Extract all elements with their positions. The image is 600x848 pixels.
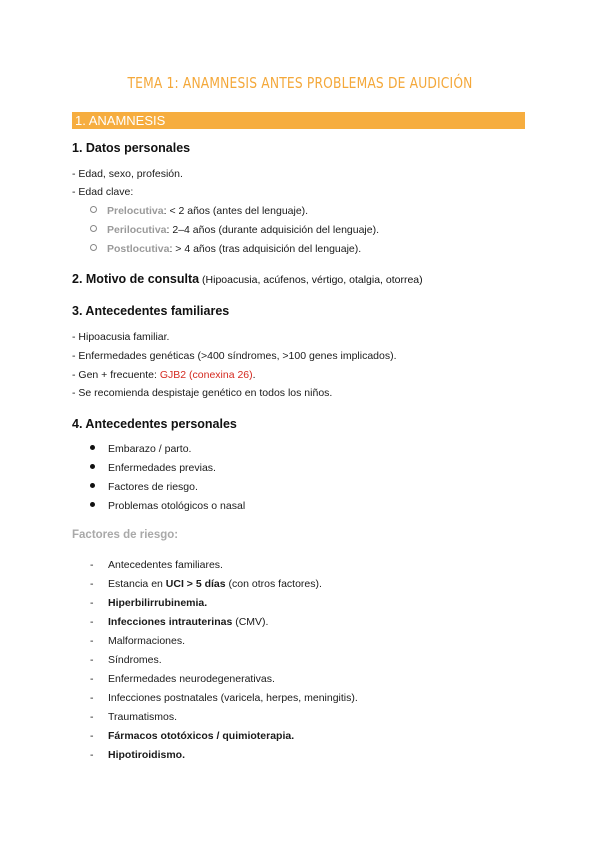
heading-motivo-consulta: 2. Motivo de consulta (Hipoacusia, acúfenos, vértigo, otalgia, otorrea) [72,272,423,286]
circle-bullet-icon [90,244,97,251]
list-item: Postlocutiva: > 4 años (tras adquisición del lenguaje). [90,243,361,255]
list-item: Perilocutiva: 2–4 años (durante adquisición del lenguaje). [90,224,379,236]
datos-line-2: - Edad clave: [72,186,134,198]
list-item: Problemas otológicos o nasal [90,500,245,512]
list-item: - Hipotiroidismo. [90,749,185,761]
list-item: Enfermedades previas. [90,462,216,474]
circle-bullet-icon [90,206,97,213]
list-item: - Infecciones postnatales (varicela, herpes, meningitis). [90,692,358,704]
factores-heading: Factores de riesgo: [72,529,179,541]
section-banner: 1. ANAMNESIS [72,112,525,129]
list-item: - Infecciones intrauterinas (CMV). [90,616,269,628]
bullet-icon [90,464,95,469]
list-item: - Fármacos ototóxicos / quimioterapia. [90,730,295,742]
bullet-icon [90,483,95,488]
familiares-line-2: - Enfermedades genéticas (>400 síndromes, >100 genes implicados). [72,350,397,362]
list-item: - Malformaciones. [90,635,186,647]
list-item: - Hiperbilirrubinemia. [90,597,208,609]
list-item: - Traumatismos. [90,711,178,723]
familiares-line-3: - Gen + frecuente: GJB2 (conexina 26). [72,369,256,381]
heading-antecedentes-personales: 4. Antecedentes personales [72,417,237,431]
list-item: - Síndromes. [90,654,162,666]
list-item: Embarazo / parto. [90,443,191,455]
datos-line-1: - Edad, sexo, profesión. [72,168,183,180]
familiares-line-1: - Hipoacusia familiar. [72,331,170,343]
bullet-icon [90,502,95,507]
list-item: - Estancia en UCI > 5 días (con otros factores). [90,578,322,590]
heading-antecedentes-familiares: 3. Antecedentes familiares [72,304,230,318]
bullet-icon [90,445,95,450]
familiares-line-4: - Se recomienda despistaje genético en todos los niños. [72,387,333,399]
heading-datos-personales: 1. Datos personales [72,141,191,155]
list-item: - Enfermedades neurodegenerativas. [90,673,275,685]
list-item: Prelocutiva: < 2 años (antes del lenguaje). [90,205,308,217]
list-item: Factores de riesgo. [90,481,198,493]
circle-bullet-icon [90,225,97,232]
list-item: - Antecedentes familiares. [90,559,223,571]
page-title: TEMA 1: ANAMNESIS ANTES PROBLEMAS DE AUDICIÓN [127,74,473,92]
